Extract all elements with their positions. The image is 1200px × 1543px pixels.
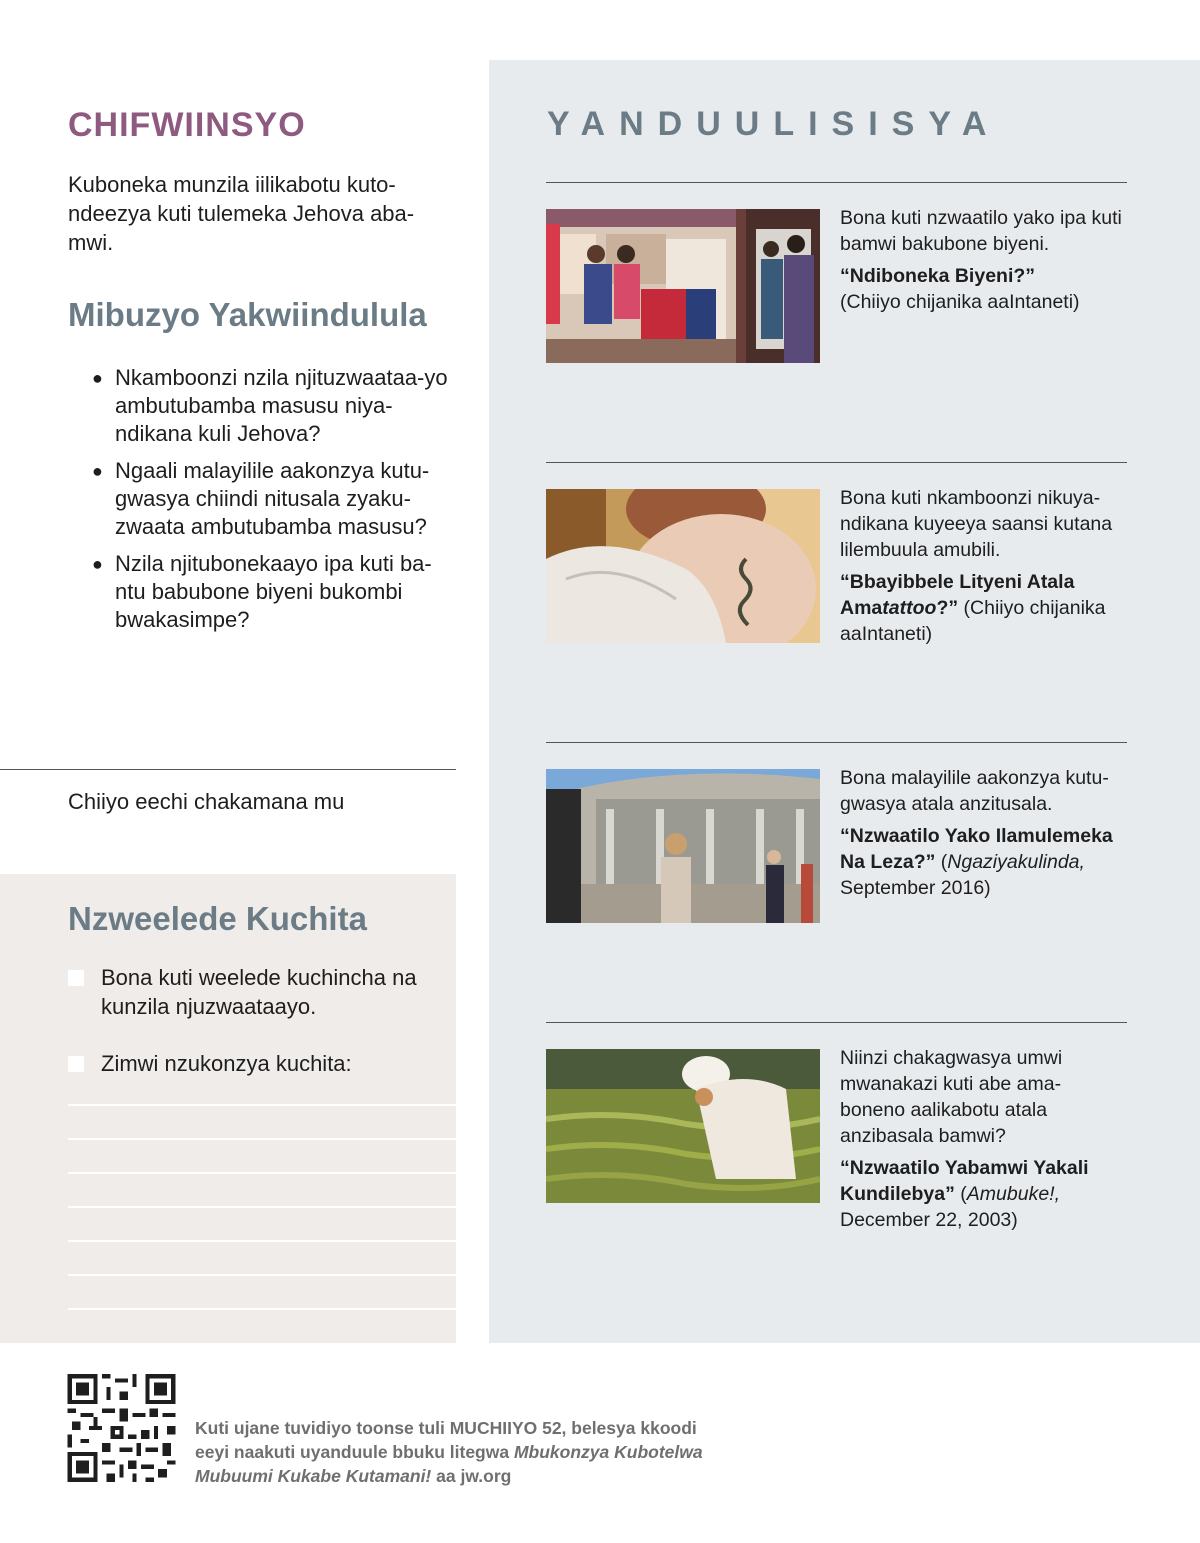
bullet-icon: ● <box>92 461 103 481</box>
explore-entry <box>840 1045 1125 1233</box>
related-label: Chiiyo eechi chakamana mu <box>68 789 345 814</box>
bullet-icon: ● <box>92 554 103 574</box>
stadium-reporter-photo <box>546 769 820 923</box>
explore-entry-text: Bona malayilile aakonzya kutu-gwasya atala anzitusala. <box>840 767 1109 815</box>
writing-line <box>68 1138 456 1140</box>
explore-entry-reference <box>840 823 1125 901</box>
explore-entry <box>840 485 1125 647</box>
try-item <box>68 963 428 1021</box>
reference-title[interactable]: “Nzwaatilo Yako Ilamulemeka Na Leza?” <box>840 825 1113 873</box>
footer-note: Kuti ujane tuvidiyo toonse tuli MUCHIIYO 52, belesya kkoodi eeyi naakuti uyanduule bbuku litegwa Mbukonzya Kubotelwa Mubuumi Kukabe Kutamani! aa jw.org <box>195 1418 703 1486</box>
review-questions-title: Mibuzyo Yakwiindulula <box>68 296 427 333</box>
reference-title[interactable]: “Bbayibbele Lityeni Atala Amatattoo?” <box>840 571 1075 619</box>
reference-source: (Amubuke!, December 22, 2003) <box>840 1183 1060 1231</box>
writing-line <box>68 1274 456 1276</box>
clothing-store-photo <box>546 209 820 363</box>
divider <box>546 742 1127 743</box>
try-item-text: Bona kuti weelede kuchincha na kunzila njuzwaataayo. <box>101 965 417 1019</box>
writing-line <box>68 1104 456 1106</box>
reference-source: (Chiiyo chijanika aaIntaneti) <box>840 291 1080 313</box>
review-questions-list <box>92 364 452 643</box>
review-question <box>92 364 452 448</box>
checkbox[interactable] <box>68 970 84 986</box>
checkbox[interactable] <box>68 1056 84 1072</box>
try-this-title: Nzweelede Kuchita <box>68 900 367 937</box>
explore-entry-text: Niinzi chakagwasya umwi mwanakazi kuti abe ama-boneno aalikabotu atala anzibasala bamwi? <box>840 1047 1063 1147</box>
review-question-text: Nzila njitubonekaayo ipa kuti ba-ntu babubone biyeni bukombi bwakasimpe? <box>115 551 432 632</box>
explore-entry <box>840 205 1125 315</box>
explore-entry-text: Bona kuti nkamboonzi nikuya-ndikana kuyeeya saansi kutana lilembuula amubili. <box>840 487 1113 561</box>
explore-entry-reference <box>840 569 1125 647</box>
review-question <box>92 550 452 634</box>
reference-title[interactable]: “Nzwaatilo Yabamwi Yakali Kundilebya” <box>840 1157 1089 1205</box>
reference-source: (Chiiyo chijanika aaIntaneti) <box>840 597 1106 645</box>
reference-source: (Ngaziyakulinda, September 2016) <box>840 851 1085 899</box>
explore-title: YANDUULISISYA <box>547 105 1001 143</box>
bullet-icon: ● <box>92 368 103 388</box>
explore-panel <box>489 60 1200 1343</box>
review-question-text: Nkamboonzi nzila njituzwaataa-yo ambutubamba masusu niya-ndikana kuli Jehova? <box>115 365 448 446</box>
tea-field-worker-photo <box>546 1049 820 1203</box>
explore-entry-reference <box>840 263 1125 315</box>
explore-entry-text: Bona kuti nzwaatilo yako ipa kuti bamwi bakubone biyeni. <box>840 207 1122 255</box>
review-question <box>92 457 452 541</box>
divider <box>546 1022 1127 1023</box>
writing-line <box>68 1308 456 1310</box>
reference-title[interactable]: “Ndiboneka Biyeni?” <box>840 265 1036 287</box>
left-column <box>0 0 456 1343</box>
writing-line <box>68 1172 456 1174</box>
summary-text: Kuboneka munzila iilikabotu kuto-ndeezya kuti tulemeka Jehova aba-mwi. <box>68 172 415 255</box>
divider <box>546 182 1127 183</box>
writing-line <box>68 1206 456 1208</box>
writing-line <box>68 1240 456 1242</box>
explore-entry <box>840 765 1125 901</box>
review-question-text: Ngaali malayilile aakonzya kutu-gwasya chiindi nitusala zyaku-zwaata ambutubamba masusu? <box>115 458 430 539</box>
qr-code-icon[interactable] <box>67 1374 176 1482</box>
explore-entry-reference <box>840 1155 1125 1233</box>
tattoo-shoulder-photo <box>546 489 820 643</box>
try-this-box <box>0 874 456 1343</box>
try-item-text: Zimwi nzukonzya kuchita: <box>101 1051 352 1076</box>
divider <box>546 462 1127 463</box>
summary-title: CHIFWIINSYO <box>68 106 306 144</box>
divider <box>0 769 456 770</box>
try-item <box>68 1049 428 1078</box>
